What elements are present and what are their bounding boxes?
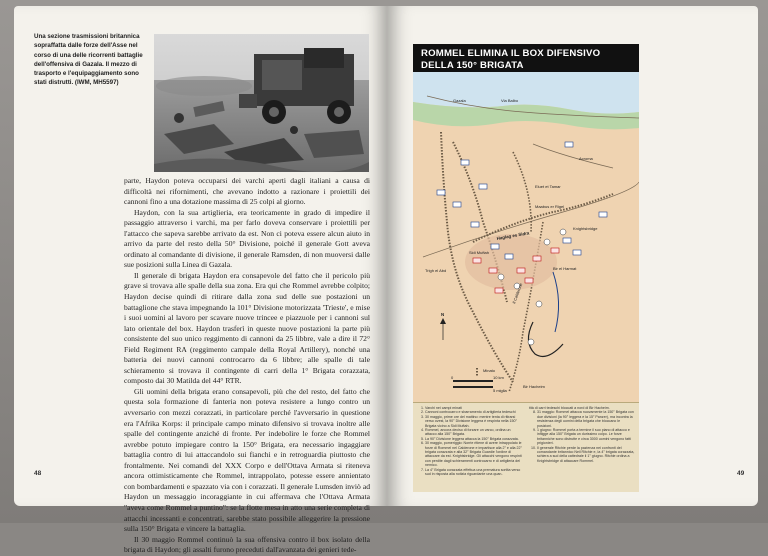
legend-item: 4. Rommel, ancora deciso di forzare un varco, ordina un attacco alla 150° Brigata. [425, 428, 523, 437]
label-acroma: Acroma [579, 156, 593, 161]
page-number-right: 49 [737, 470, 745, 477]
map-legend [413, 402, 639, 492]
page-number-left: 48 [34, 470, 42, 477]
legend-item: 6. 30 maggio, pomeriggio: Norrie ritiene di avere intrappolato le forze di Rommel nel Calderone e impartisce alla 2° e alla 22° brigata corazzata e alla 32° Brigata Guardie l'ordine di attaccare da est. Knightsbridge. Gli attacchi vengono respinti con perdite dagli schieramenti controcarro e di artiglieria del nemico. [425, 441, 523, 467]
legend-item: 5. La 90° Divisione leggera attacca la 150° Brigata corazzata. [425, 437, 523, 441]
scale-zero: 0 [451, 375, 454, 380]
legend-item: 7. La 4° Brigata corazzata effettua una prematura sortita verso sud in risposta alla notizia riguardante una quan- [425, 468, 523, 477]
legend-item: tità di carri tedeschi bloccati a nord di Bir Hacheim. [529, 406, 610, 410]
open-book [14, 6, 758, 555]
label-trigh-el-abd: Trigh el Abd [425, 268, 447, 273]
paragraph: Il generale di brigata Haydon era consapevole del fatto che il pericolo più grave si trovava alle spalle della sua zona. Era qui che Rommel avrebbe colpito; Haydon decise quindi di ritirare dalla zona sud delle sue postazioni un battaglione che stava impegnando la 101° Divisione motorizzata 'Trieste', e mise i suoi uomini al lavoro per scavare nuove trincee e piazzuole per i cannoni sul lato orientale del box. Haydon trasferì in queste nuove postazioni la parte più consistente del suo unico reggimento di cannoni da 25 libbre, vale a dire il 72° Field Regiment RA (reggimento campale della Royal Artillery), nonché una batteria dei nuovi cannoni controcarro da 6 libbre; alle spalle di tale schieramento si trovava il contingente di carri della 1° Brigata corazzata, composto dai 30 Matilda del 44° RTR. [124, 270, 370, 386]
left-page [14, 6, 387, 555]
label-via-balbo: Via Balbo [501, 98, 519, 103]
legend-item: 3. 30 maggio, prime ore del mattino: mentre tenta di ritirarsi verso ovest, la 90° Divisione leggera è respinta nella 150° Brigata vicino a Sidi Muftah. [425, 415, 523, 428]
right-page [387, 6, 758, 506]
paragraph: parte, Haydon poteva occuparsi dei varchi aperti dagli italiani a causa di difficoltà nei rifornimenti, che avevano indotto a razionare i proiettili dei cannoni fino a una dotazione massima di 25 colpi al giorno. [124, 176, 370, 207]
battle-map [413, 72, 639, 402]
scale-miles: 5 miglia [493, 388, 507, 393]
battlefield-photo [154, 34, 369, 172]
battlefield-photo-graphic [154, 34, 369, 172]
label-haglag-es-sidra: Haglag es Sidra [496, 230, 530, 241]
paragraph: Gli uomini della brigata erano consapevoli, più che del resto, del fatto che questa sola formazione di fanteria non poteva resistere a lungo contro un avversario con mezzi corazzati, in particolare perché l'avversario in questione era l'Afrika Korps: il principale campo minato difensivo si trovava inoltre alle spalle del contingente anziché di fronte. Per indebolire le forze che Rommel avrebbe potuto impiegare contro la 150° Brigata, era necessario ingaggiare battaglia contro di lui attaccandolo sui fianchi e in retroguardia piuttosto che frontalmente. Nei comandi del XXX Corpo e dell'Ottava Armata si riteneva ancora ottimisticamente che Rommel, intrappolato, potesse essere annientato con bombardamenti e spazzato via con i corazzati. Il generale Lumsden inviò ad Haydon un messaggio incoraggiante in cui affermava che l'Ottava Armata "aveva come Rommel a puntino": se la flotte mesa in atto una serie completa di attacchi incessanti e concentrati, sarebbe stato possibile alleggerire la pressione sulla 150° Brigata e vincere la battaglia. [124, 386, 370, 534]
label-knightsbridge: Knightsbridge [573, 226, 598, 231]
label-cauldron: Il Calderone [511, 282, 524, 305]
legend-item: 2. Cannoni controcarro e sbarramento di artiglieria tedeschi [425, 410, 523, 414]
legend-column-left [417, 406, 523, 477]
legend-item: 8. 31 maggio: Rommel attacca nuovamente la 150° Brigata con due divisioni (la 90° leggera e la 15° Panzer), ma incontra la resistenza degli uomini della brigata che bloccano le posizioni. [537, 410, 635, 428]
legend-item: 1. Varchi nei campi minati [425, 406, 523, 410]
label-bir-hacheim: Bir Hacheim [523, 384, 545, 389]
map-title: ROMMEL ELIMINA IL BOX DIFENSIVO DELLA 150° BRIGATA [413, 44, 639, 72]
body-text [124, 176, 370, 556]
north-label: N [441, 312, 445, 317]
photo-caption: Una sezione trasmissioni britannica sopraffatta dalle forze dell'Asse nel corso di una delle ricorrenti battaglie dell'offensiva di Gazala. Il mezzo di trasporto e l'equipaggiamento sono stati distrutti. (IWM, MH5597) [34, 33, 143, 87]
battle-map-graphic [413, 72, 639, 402]
legend-item: 10. Il generale Ritchie perde la pazienza nei confronti del comandante britannico Neil Ritchie e, la 4° brigata corazzata, schiera a sud della cattedrale il 1° giugno. Ritchie ordina a Knightsbridge di attaccare Rommel. [537, 446, 635, 464]
label-minefield: Minato [483, 368, 496, 373]
legend-item: 9. 1 giugno: Rommel porta a termine il suo piano di attacco e infligge alla 150° Brigata un durissimo colpo. Le forze britanniche sono distrutte e circa 3000 uomini vengono fatti prigionieri. [537, 428, 635, 446]
scale-km: 10 km [493, 375, 504, 380]
paragraph: Haydon, con la sua artiglieria, era teoricamente in grado di impedire il passaggio attraverso i varchi, ma per farlo doveva conservare i proiettili per l'attacco che sapeva sarebbe arrivato da est. Non ci poteva essere alcun aiuto in arrivo da parte del resto della 50° Divisione, poiché il generale Gott aveva ordinato al comandante di divisione, il generale Ramsden, di non muoversi dalle sue posizioni sulla Linea di Gazala. [124, 207, 370, 270]
label-sidi-muftah: Sidi Muftah [469, 250, 490, 255]
label-gazala: Gazala [453, 98, 466, 103]
label-eluet-et-tamar: Eluet et Tamar [535, 184, 561, 189]
legend-column-right [529, 406, 635, 463]
paragraph: Il 30 maggio Rommel continuò la sua offensiva contro il box isolato della brigata di Haydon; gli assalti furono preceduti dall'avanzata dei genieri tede- [124, 534, 370, 555]
label-maabus-er-rigel: Maabus er Rigel [535, 204, 565, 209]
label-bir-el-harmat: Bir el Harmat [553, 266, 577, 271]
